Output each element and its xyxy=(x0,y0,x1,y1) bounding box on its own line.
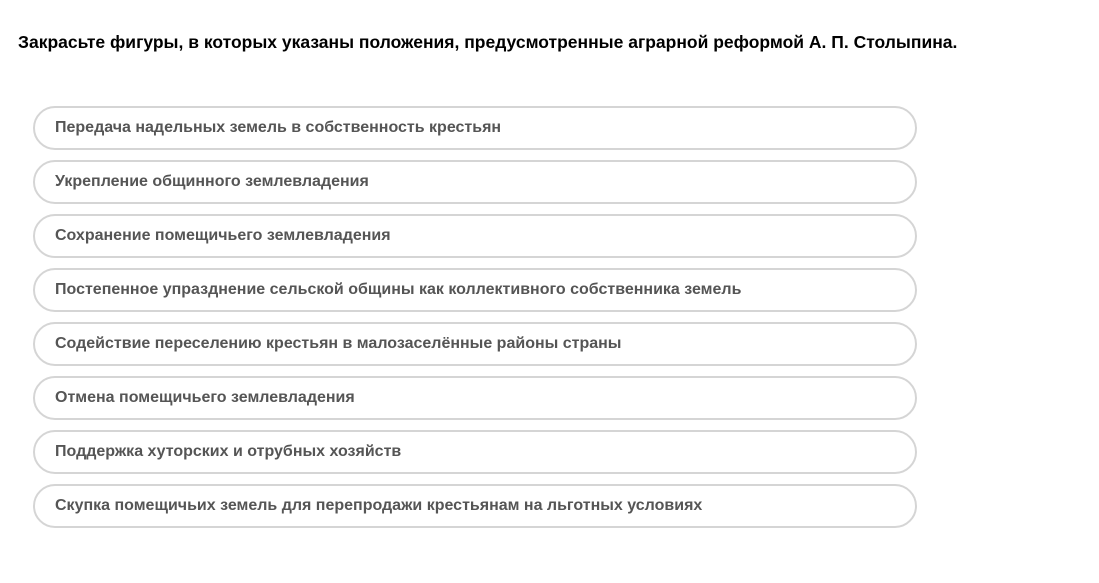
answer-option[interactable] xyxy=(33,484,917,528)
answer-option-label: Поддержка хуторских и отрубных хозяйств xyxy=(55,443,402,460)
answer-option[interactable] xyxy=(33,214,917,258)
answer-option[interactable] xyxy=(33,268,917,312)
answer-option-label: Содействие переселению крестьян в малозаселённые районы страны xyxy=(55,335,622,352)
answer-option[interactable] xyxy=(33,376,917,420)
answer-option-label: Укрепление общинного землевладения xyxy=(55,173,369,190)
answer-option-label: Отмена помещичьего землевладения xyxy=(55,389,355,406)
answer-option[interactable] xyxy=(33,160,917,204)
answer-option-label: Постепенное упразднение сельской общины как коллективного собственника земель xyxy=(55,281,742,298)
answer-options-list xyxy=(33,106,917,538)
answer-option-label: Скупка помещичьих земель для перепродажи крестьянам на льготных условиях xyxy=(55,497,703,514)
answer-option[interactable] xyxy=(33,430,917,474)
answer-option[interactable] xyxy=(33,322,917,366)
task-title: Закрасьте фигуры, в которых указаны положения, предусмотренные аграрной реформой А. П. Столыпина. xyxy=(18,32,958,52)
answer-option-label: Передача надельных земель в собственность крестьян xyxy=(55,119,502,136)
answer-option-label: Сохранение помещичьего землевладения xyxy=(55,227,391,244)
answer-option[interactable] xyxy=(33,106,917,150)
